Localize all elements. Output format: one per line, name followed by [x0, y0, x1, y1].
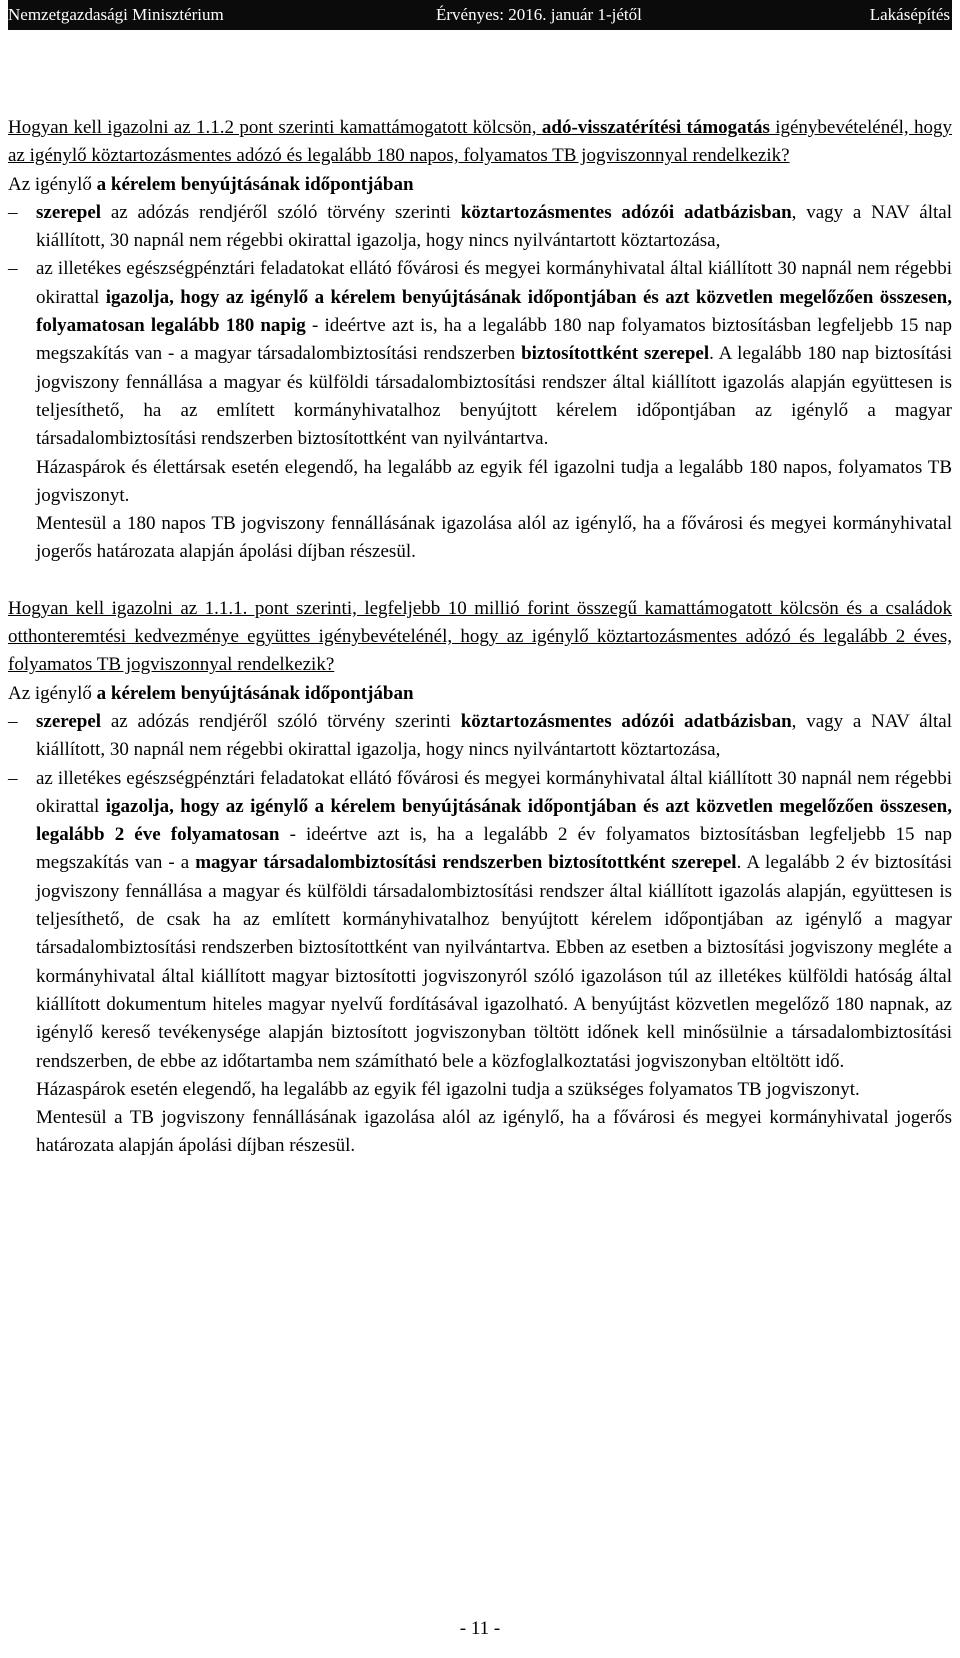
bullet-dash: –: [8, 710, 18, 732]
section1-intro: Az igénylő a kérelem benyújtásának időpontjában: [8, 173, 414, 195]
page-number: - 11 -: [459, 1618, 501, 1639]
document-body: [8, 114, 952, 1161]
section1-paragraph-couples: Házaspárok és élettársak esetén elegendő, ha legalább az egyik fél igazolni tudja a legalább 180 napos, folyamatos TB jogviszonyt.: [36, 456, 952, 506]
header-topic: Lakásépítés: [869, 5, 950, 24]
header-ministry: Nemzetgazdasági Minisztérium: [8, 5, 224, 24]
bullet-dash: –: [8, 258, 18, 280]
section1-question: Hogyan kell igazolni az 1.1.2 pont szerinti kamattámogatott kölcsön, adó-visszatérítési támogatás igénybevételénél, hogy az igénylő köztartozásmentes adózó és legalább 180 napos, folyamatos TB jogviszonnyal rendelkezik?: [8, 117, 952, 167]
section2-bullet-1: – szerepel az adózás rendjéről szóló törvény szerinti köztartozásmentes adózói adatbázisban, vagy a NAV által kiállított, 30 napnál nem régebbi okirattal igazolja, hogy nincs nyilvántartott köztartozása,: [8, 708, 952, 765]
section1-bullet-2: – az illetékes egészségpénztári feladatokat ellátó fővárosi és megyei kormányhivatal által kiállított 30 napnál nem régebbi okirattal igazolja, hogy az igénylő a kérelem benyújtásának időpontjában és azt közvetlen megelőzően összesen, folyamatosan legalább 180 napig - ideértve azt is, ha a legalább 180 nap folyamatos biztosításban legfeljebb 15 nap megszakítás van - a magyar társadalombiztosítási rendszerben biztosítottként szerepel. A legalább 180 nap biztosítási jogviszony fennállása a magyar és külföldi társadalombiztosítási rendszer által kiállított igazolás alapján együttesen is teljesíthető, ha az említett kormányhivatalhoz benyújtott kérelem időpontjában az igénylő a magyar társadalombiztosítási rendszerben biztosítottként van nyilvántartva.: [8, 255, 952, 453]
header-validity: Érvényes: 2016. január 1-jétől: [436, 5, 642, 24]
section2-bullet-2: – az illetékes egészségpénztári feladatokat ellátó fővárosi és megyei kormányhivatal által kiállított 30 napnál nem régebbi okirattal igazolja, hogy az igénylő a kérelem benyújtásának időpontjában és azt közvetlen megelőzően összesen, legalább 2 éve folyamatosan - ideértve azt is, ha a legalább 2 év folyamatos biztosításban legfeljebb 15 nap megszakítás van - a magyar társadalombiztosítási rendszerben biztosítottként szerepel. A legalább 2 év biztosítási jogviszony fennállása a magyar és külföldi társadalombiztosítási rendszer által kiállított igazolás alapján, együttesen is teljesíthető, de csak ha az említett kormányhivatalhoz benyújtott kérelem időpontjában az igénylő a magyar társadalombiztosítási rendszerben biztosítottként van nyilvántartva. Ebben az esetben a biztosítási jogviszony megléte a kormányhivatal által kiállított magyar biztosítotti jogviszonyról szóló igazoláson túl az illetékes külföldi hatóság által kiállított dokumentum hiteles magyar nyelvű fordításával igazolható. A benyújtást közvetlen megelőző 180 napnak, az igénylő kereső tevékenysége alapján biztosított jogviszonyban töltött időnek kell minősülnie a társadalombiztosítási rendszerben, de ebbe az időtartamba nem számítható bele a közfoglalkoztatási jogviszonyban eltöltött idő.: [8, 765, 952, 1076]
bullet-dash: –: [8, 201, 18, 223]
page-header: [8, 0, 952, 30]
section1-paragraph-exemption: Mentesül a 180 napos TB jogviszony fennállásának igazolása alól az igénylő, ha a fővárosi és megyei kormányhivatal jogerős határozata alapján ápolási díjban részesül.: [36, 513, 952, 563]
bullet-dash: –: [8, 767, 18, 789]
section2-paragraph-couples: Házaspárok esetén elegendő, ha legalább az egyik fél igazolni tudja a szükséges folyamatos TB jogviszonyt.: [36, 1078, 860, 1100]
section2-intro: Az igénylő a kérelem benyújtásának időpontjában: [8, 682, 414, 704]
section2-question: Hogyan kell igazolni az 1.1.1. pont szerinti, legfeljebb 10 millió forint összegű kamattámogatott kölcsön és a családok otthonteremtési kedvezménye együttes igénybevételénél, hogy az igénylő köztartozásmentes adózó és legalább 2 éves, folyamatos TB jogviszonnyal rendelkezik?: [8, 597, 952, 676]
section1-bullet-1: – szerepel az adózás rendjéről szóló törvény szerinti köztartozásmentes adózói adatbázisban, vagy a NAV által kiállított, 30 napnál nem régebbi okirattal igazolja, hogy nincs nyilvántartott köztartozása,: [8, 199, 952, 256]
section2-paragraph-exemption: Mentesül a TB jogviszony fennállásának igazolása alól az igénylő, ha a fővárosi és megyei kormányhivatal jogerős határozata alapján ápolási díjban részesül.: [36, 1107, 952, 1157]
